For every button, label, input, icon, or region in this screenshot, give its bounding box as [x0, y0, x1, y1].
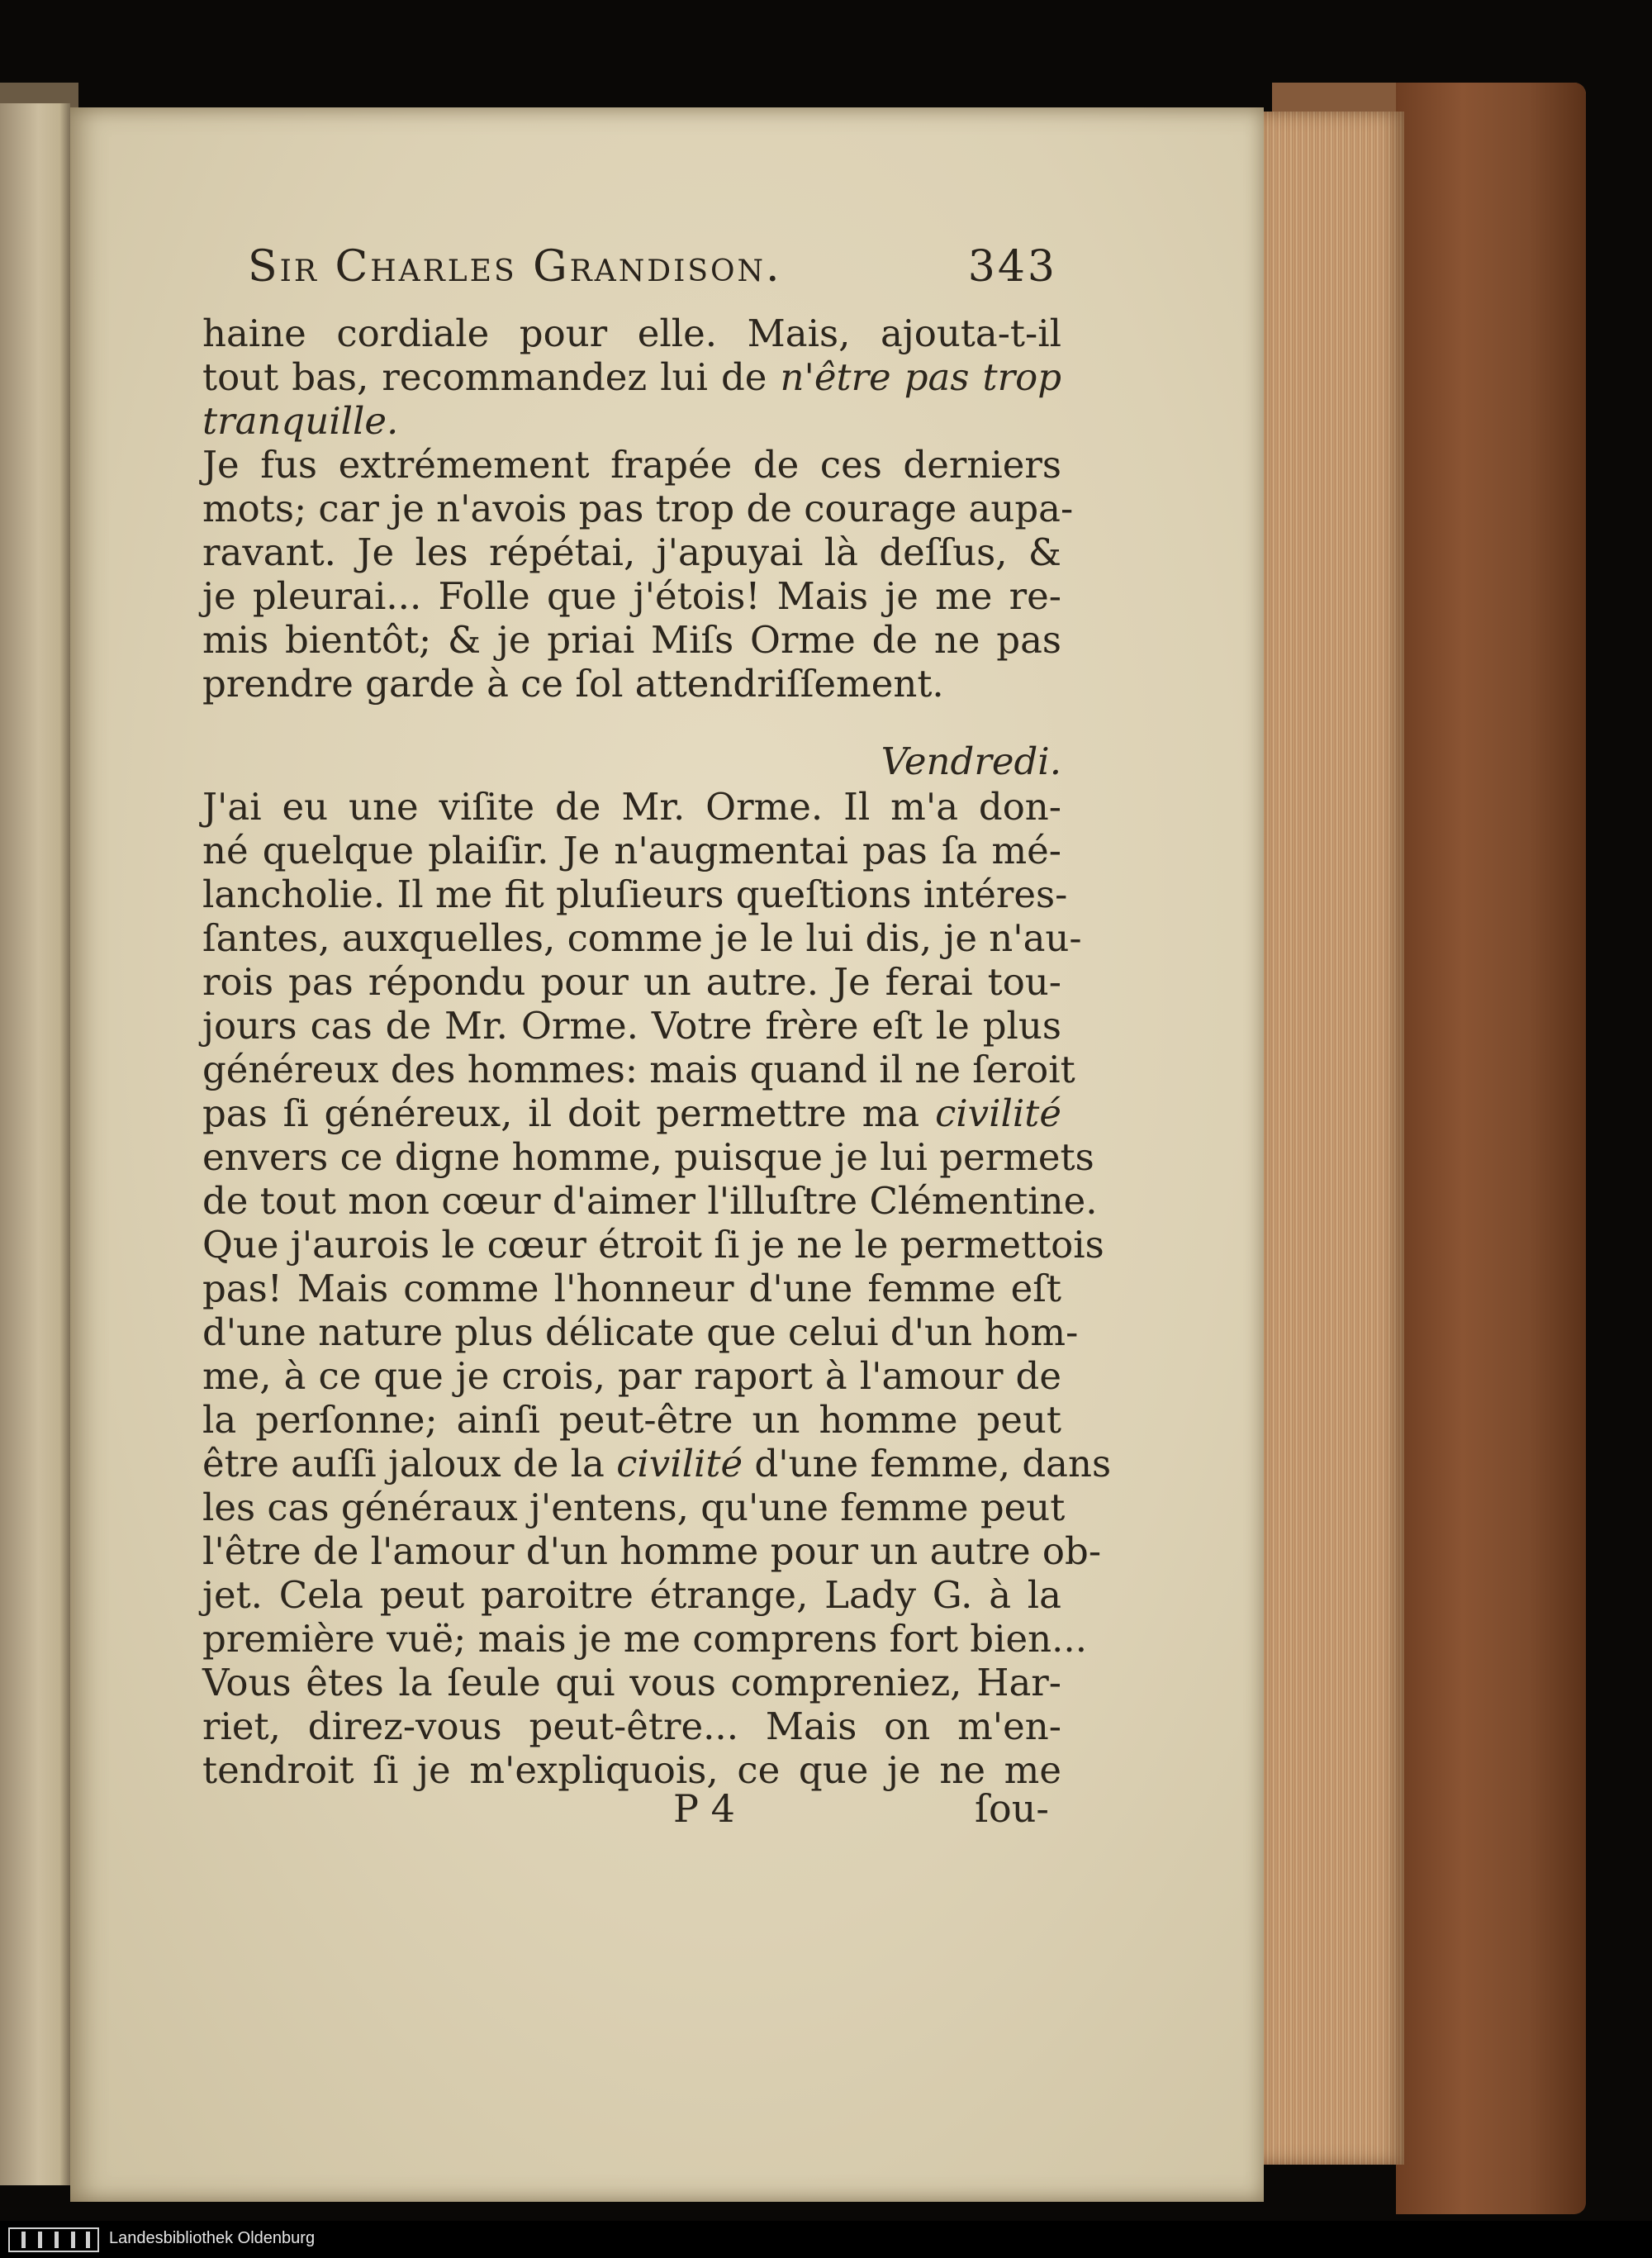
text-line: être auſſi jaloux de la civilité d'une femme, dans [202, 1442, 1112, 1486]
catchword: ſou- [975, 1786, 1049, 1831]
text-line: tout bas, recommandez lui de n'être pas trop [202, 355, 1061, 399]
text-line: généreux des hommes: mais quand il ne ſeroit [202, 1048, 1075, 1091]
text-line: pas! Mais comme l'honneur d'une femme eſt [202, 1267, 1061, 1310]
text-line: l'être de l'amour d'un homme pour un autre ob- [202, 1529, 1102, 1573]
running-title: Sir Charles Grandison. [248, 242, 782, 292]
back-cover [1396, 83, 1586, 2214]
text-line: prendre garde à ce ſol attendriſſement. [202, 662, 944, 706]
page-edges [1264, 112, 1404, 2165]
text-line: les cas généraux j'entens, qu'une femme peut [202, 1486, 1066, 1529]
text-line: Vous êtes la ſeule qui vous compreniez, Har- [202, 1661, 1061, 1704]
emphasis-text: n'être pas trop [780, 355, 1061, 399]
text-line: tendroit ſi je m'expliquois, ce que je ne me [202, 1748, 1061, 1792]
emphasis-text: civilité [616, 1442, 743, 1486]
signature-mark: P 4 [673, 1786, 735, 1831]
text-line: mots; car je n'avois pas trop de courage aupa- [202, 487, 1074, 530]
dateline: Vendredi. [881, 739, 1061, 783]
text-line: me, à ce que je crois, par raport à l'amour de [202, 1354, 1061, 1398]
running-header [248, 242, 1057, 300]
page-number: 343 [967, 242, 1057, 292]
library-logo-icon [8, 2227, 99, 2252]
facing-page-edge [0, 103, 70, 2185]
text-line: ſantes, auxquelles, comme je le lui dis, je n'au- [202, 916, 1082, 960]
text-line: lancholie. Il me fit pluſieurs queſtions intéres- [202, 872, 1068, 916]
library-name: Landesbibliothek Oldenburg [109, 2229, 316, 2247]
text-line: Que j'aurois le cœur étroit ſi je ne le permettois [202, 1223, 1104, 1267]
text-line: pas ſi généreux, il doit permettre ma civilité [202, 1091, 1061, 1135]
text-line: la perſonne; ainſi peut-être un homme peut [202, 1398, 1061, 1442]
text-line: jours cas de Mr. Orme. Votre frère eſt le plus [202, 1004, 1061, 1048]
text-line: ravant. Je les répétai, j'apuyai là deſſus, & [202, 530, 1061, 574]
emphasis-text: civilité [935, 1091, 1061, 1135]
text-line: jet. Cela peut paroitre étrange, Lady G. à la [202, 1573, 1061, 1617]
text-line: d'une nature plus délicate que celui d'un hom- [202, 1310, 1079, 1354]
text-line: riet, direz-vous peut-être... Mais on m'en- [202, 1704, 1061, 1748]
text-line: de tout mon cœur d'aimer l'illuſtre Clémentine. [202, 1179, 1098, 1223]
text-line: tranquille. [202, 399, 399, 443]
text-line: haine cordiale pour elle. Mais, ajouta-t-il [202, 311, 1061, 355]
text-line: né quelque plaiſir. Je n'augmentai pas ſa mé- [202, 829, 1061, 872]
text-line: J'ai eu une viſite de Mr. Orme. Il m'a don- [202, 785, 1061, 829]
text-line: première vuë; mais je me comprens fort bien... [202, 1617, 1088, 1661]
text-line: je pleurai... Folle que j'étois! Mais je me re- [202, 574, 1061, 618]
text-line: Je fus extrémement frapée de ces derniers [202, 443, 1061, 487]
text-line: rois pas répondu pour un autre. Je ferai tou- [202, 960, 1061, 1004]
text-line: envers ce digne homme, puisque je lui permets [202, 1135, 1094, 1179]
footer-bar [0, 2221, 1652, 2258]
text-line: mis bientôt; & je priai Miſs Orme de ne pas [202, 618, 1061, 662]
